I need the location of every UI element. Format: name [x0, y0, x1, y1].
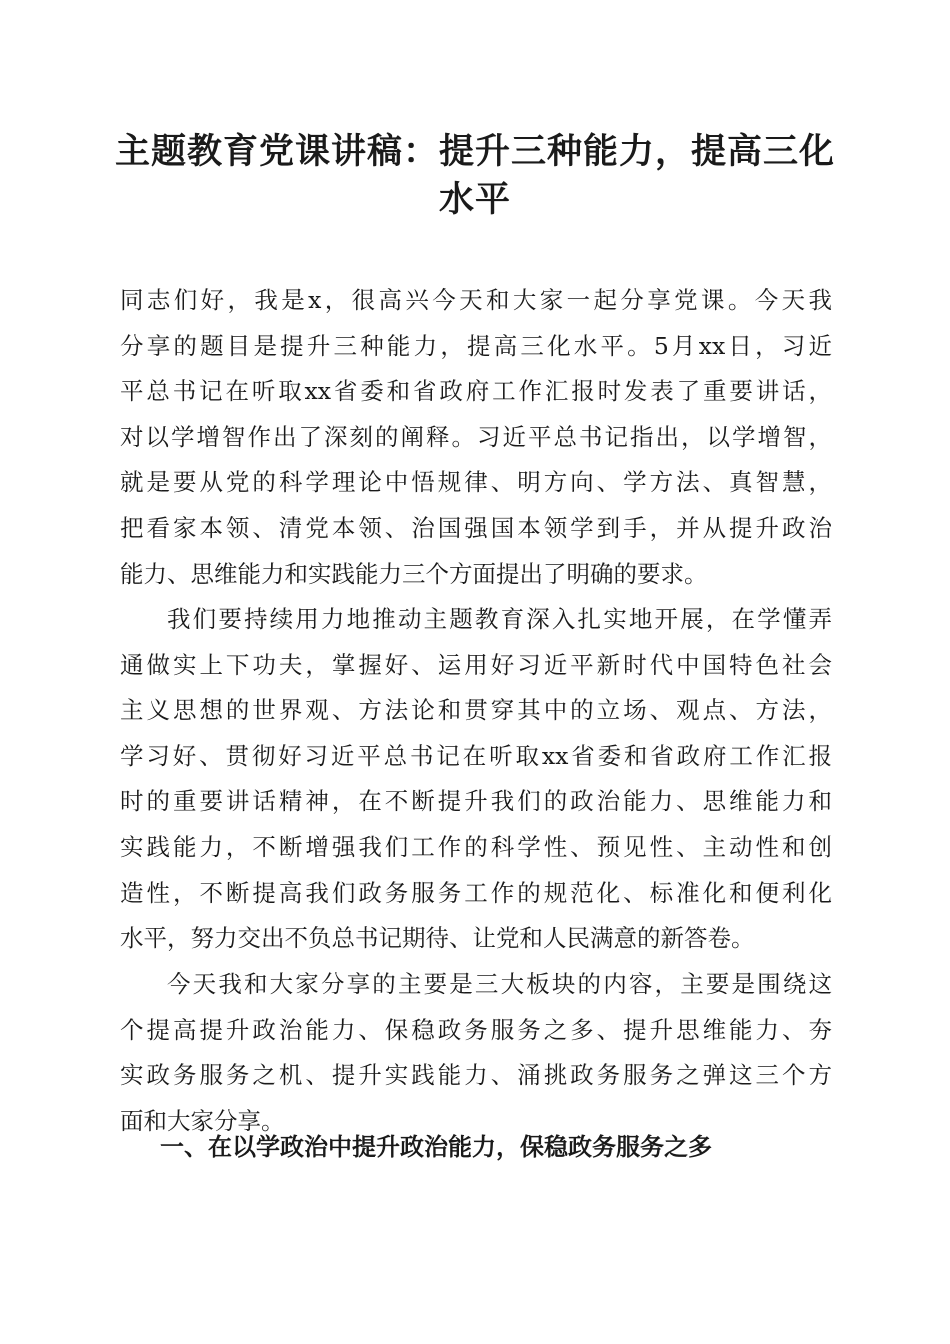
text-line: 分享的题目是提升三种能力，提高三化水平。5月xx日，习近 [120, 331, 832, 360]
text-line: 个提高提升政治能力、保稳政务服务之多、提升思维能力、夯 [120, 1015, 832, 1044]
text-line: 水平，努力交出不负总书记期待、让党和人民满意的新答卷。 [120, 924, 755, 953]
title-line-1: 主题教育党课讲稿：提升三种能力，提高三化 [114, 131, 835, 172]
text-line: 面和大家分享。 [120, 1106, 285, 1135]
text-line: 时的重要讲话精神，在不断提升我们的政治能力、思维能力和 [120, 787, 832, 816]
paragraph-3 [120, 962, 832, 1144]
text-line: 学习好、贯彻好习近平总书记在听取xx省委和省政府工作汇报 [120, 741, 832, 770]
text-line: 造性，不断提高我们政务服务工作的规范化、标准化和便利化 [120, 878, 832, 907]
text-line: 通做实上下功夫，掌握好、运用好习近平新时代中国特色社会 [120, 650, 832, 679]
text-line: 能力、思维能力和实践能力三个方面提出了明确的要求。 [120, 559, 708, 588]
text-line: 主义思想的世界观、方法论和贯穿其中的立场、观点、方法， [120, 696, 832, 725]
text-line: 同志们好，我是x，很高兴今天和大家一起分享党课。今天我 [120, 286, 832, 314]
paragraph-1 [120, 278, 832, 597]
text-line: 把看家本领、清党本领、治国强国本领学到手，并从提升政治 [120, 513, 832, 542]
title-line-2: 水平 [438, 179, 511, 220]
text-line: 实政务服务之机、提升实践能力、涌挑政务服务之弹这三个方 [120, 1061, 832, 1090]
text-line: 实践能力，不断增强我们工作的科学性、预见性、主动性和创 [120, 832, 832, 861]
paragraph-2 [120, 597, 832, 962]
text-line: 就是要从党的科学理论中悟规律、明方向、学方法、真智慧， [120, 468, 832, 497]
text-line: 对以学增智作出了深刻的阐释。习近平总书记指出，以学增智， [120, 422, 832, 451]
section-heading: 一、在以学政治中提升政治能力，保稳政务服务之多 [160, 1133, 712, 1161]
text-line: 今天我和大家分享的主要是三大板块的内容，主要是围绕这 [167, 970, 832, 998]
document-title [110, 128, 840, 224]
text-line: 平总书记在听取xx省委和省政府工作汇报时发表了重要讲话， [120, 377, 832, 406]
text-line: 我们要持续用力地推动主题教育深入扎实地开展，在学懂弄 [167, 605, 832, 633]
